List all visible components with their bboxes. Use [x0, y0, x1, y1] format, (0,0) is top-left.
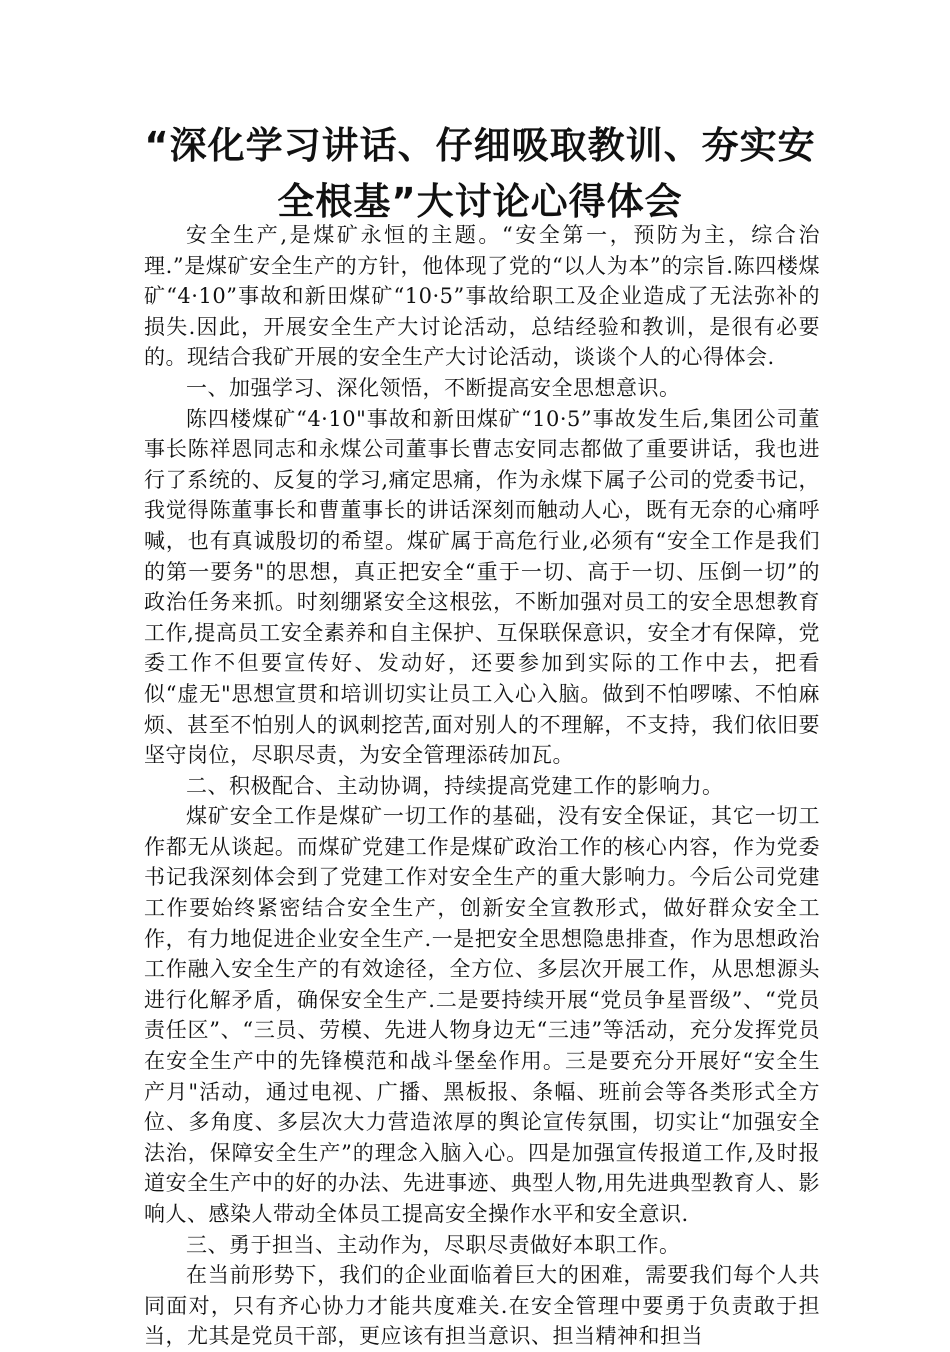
section-heading-2: 二、积极配合、主动协调，持续提高党建工作的影响力。 [186, 773, 724, 798]
section-1-paragraph: 陈四楼煤矿“4·10"事故和新田煤矿“10·5”事故发生后,集团公司董事长陈祥恩同志和永煤公司董事长曹志安同志都做了重要讲话，我也进行了系统的、反复的学习,痛定思痛，作为永煤下属子公司的党委书记，我觉得陈董事长和曹董事长的讲话深刻而触动人心，既有无奈的心痛呼喊，也有真诚殷切的希望。煤矿属于高危行业,必须有“安全工作是我们的第一要务"的思想，真正把安全“重于一切、高于一切、压倒一切”的政治任务来抓。时刻绷紧安全这根弦，不断加强对员工的安全思想教育工作,提高员工安全素养和自主保护、互保联保意识，安全才有保障，党委工作不但要宣传好、发动好，还要参加到实际的工作中去，把看似“虚无"思想宣贯和培训切实让员工入心入脑。做到不怕啰嗦、不怕麻烦、甚至不怕别人的讽刺挖苦,面对别人的不理解，不支持，我们依旧要坚守岗位，尽职尽责，为安全管理添砖加瓦。 [144, 406, 820, 768]
title-line-1: “深化学习讲话、仔细吸取教训、夯实安 [144, 124, 816, 167]
section-heading-1: 一、加强学习、深化领悟，不断提高安全思想意识。 [186, 375, 681, 400]
intro-paragraph: 安全生产,是煤矿永恒的主题。“安全第一，预防为主，综合治理.”是煤矿安全生产的方针，他体现了党的“以人为本”的宗旨.陈四楼煤矿“4·10”事故和新田煤矿“10·5”事故给职工及企业造成了无法弥补的损失.因此，开展安全生产大讨论活动，总结经验和教训，是很有必要的。现结合我矿开展的安全生产大讨论活动，谈谈个人的心得体会. [144, 223, 820, 370]
section-2-paragraph: 煤矿安全工作是煤矿一切工作的基础，没有安全保证，其它一切工作都无从谈起。而煤矿党建工作是煤矿政治工作的核心内容，作为党委书记我深刻体会到了党建工作对安全生产的重大影响力。今后公司党建工作要始终紧密结合安全生产，创新安全宣教形式，做好群众安全工作，有力地促进企业安全生产.一是把安全思想隐患排查，作为思想政治工作融入安全生产的有效途径，全方位、多层次开展工作，从思想源头进行化解矛盾，确保安全生产.二是要持续开展“党员争星晋级”、“党员责任区”、“三员、劳模、先进人物身边无“三违”等活动，充分发挥党员在安全生产中的先锋模范和战斗堡垒作用。三是要充分开展好“安全生产月"活动，通过电视、广播、黑板报、条幅、班前会等各类形式全方位、多角度、多层次大力营造浓厚的舆论宣传氛围，切实让“加强安全法治，保障安全生产”的理念入脑入心。四是加强宣传报道工作,及时报道安全生产中的好的办法、先进事迹、典型人物,用先进典型教育人、影响人、感染人带动全体员工提高安全操作水平和安全意识. [144, 804, 820, 1226]
document-body [144, 220, 820, 1352]
section-heading-3: 三、勇于担当、主动作为，尽职尽责做好本职工作。 [186, 1232, 681, 1257]
section-3-paragraph: 在当前形势下，我们的企业面临着巨大的困难，需要我们每个人共同面对，只有齐心协力才能共度难关.在安全管理中要勇于负责敢于担当，尤其是党员干部，更应该有担当意识、担当精神和担当 [144, 1263, 820, 1349]
document-title [120, 118, 840, 230]
title-line-2: 全根基”大讨论心得体会 [277, 180, 683, 223]
